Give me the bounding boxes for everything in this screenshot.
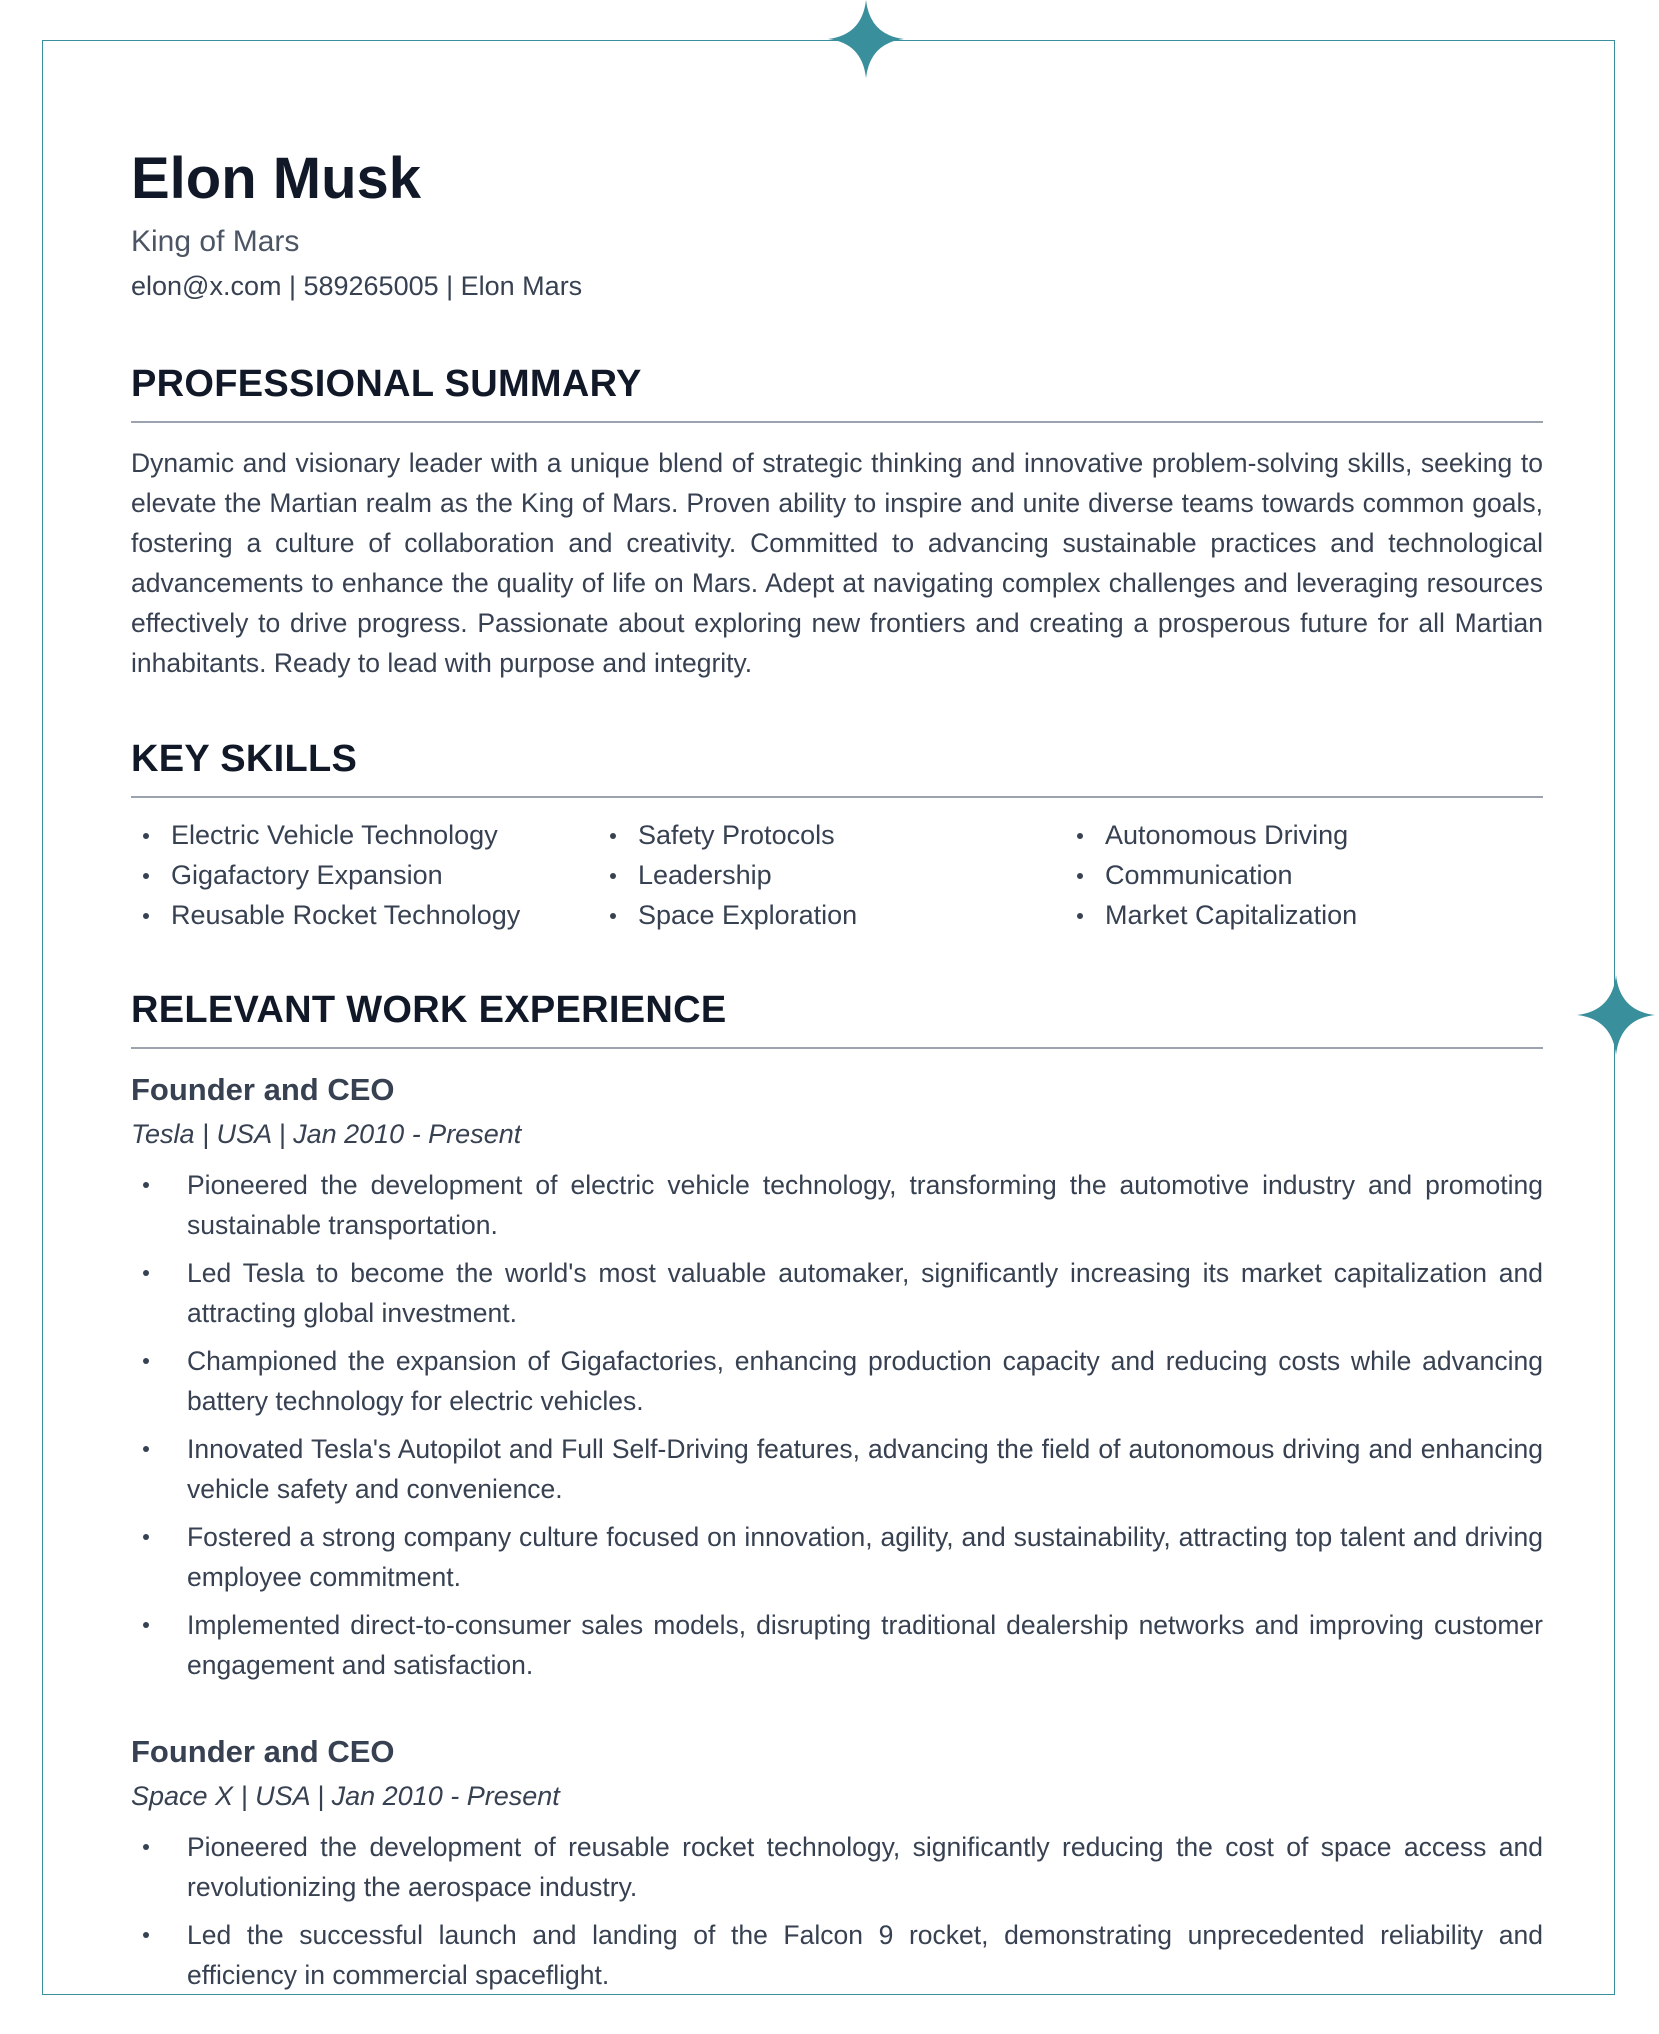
experience-heading: RELEVANT WORK EXPERIENCE [131, 985, 1543, 1049]
job-bullet: Implemented direct-to-consumer sales models, disrupting traditional dealership networks and improving customer engagement and satisfaction. [131, 1605, 1543, 1685]
skill-item: Reusable Rocket Technology [131, 895, 598, 935]
resume-frame [42, 40, 1615, 1995]
skills-heading: KEY SKILLS [131, 734, 1543, 798]
skill-item: Communication [1065, 855, 1532, 895]
job-bullet: Led the successful launch and landing of the Falcon 9 rocket, demonstrating unprecedented reliability and efficiency in commercial spaceflight. [131, 1915, 1543, 1995]
job-entry [131, 1731, 1543, 1995]
skill-item: Market Capitalization [1065, 895, 1532, 935]
skill-item: Safety Protocols [598, 815, 1065, 855]
job-bullet: Led Tesla to become the world's most valuable automaker, significantly increasing its market capitalization and attracting global investment. [131, 1253, 1543, 1333]
skills-list [131, 815, 1543, 935]
job-bullet: Pioneered the development of reusable rocket technology, significantly reducing the cost of space access and revolutionizing the aerospace industry. [131, 1827, 1543, 1907]
candidate-name: Elon Musk [131, 146, 422, 211]
summary-heading: PROFESSIONAL SUMMARY [131, 359, 1543, 423]
job-bullet: Pioneered the development of electric vehicle technology, transforming the automotive industry and promoting sustainable transportation. [131, 1165, 1543, 1245]
job-entry [131, 1069, 1543, 1685]
job-meta: Tesla | USA | Jan 2010 - Present [131, 1119, 522, 1149]
skill-item: Electric Vehicle Technology [131, 815, 598, 855]
summary-text: Dynamic and visionary leader with a unique blend of strategic thinking and innovative problem-solving skills, seeking to elevate the Martian realm as the King of Mars. Proven ability to inspire and unite diverse teams towards common goals, fostering a culture of collaboration and creativity. Committed to advancing sustainable practices and technological advancements to enhance the quality of life on Mars. Adept at navigating complex challenges and leveraging resources effectively to drive progress. Passionate about exploring new frontiers and creating a prosperous future for all Martian inhabitants. Ready to lead with purpose and integrity. [131, 448, 1543, 678]
job-title: Founder and CEO [131, 1734, 395, 1769]
skill-item: Gigafactory Expansion [131, 855, 598, 895]
job-bullet: Fostered a strong company culture focused on innovation, agility, and sustainability, attracting top talent and driving employee commitment. [131, 1517, 1543, 1597]
job-bullets [131, 1827, 1543, 1995]
job-meta: Space X | USA | Jan 2010 - Present [131, 1781, 560, 1811]
job-title: Founder and CEO [131, 1072, 395, 1107]
skill-item: Leadership [598, 855, 1065, 895]
job-bullet: Championed the expansion of Gigafactories, enhancing production capacity and reducing costs while advancing battery technology for electric vehicles. [131, 1341, 1543, 1421]
job-bullet: Innovated Tesla's Autopilot and Full Self-Driving features, advancing the field of autonomous driving and enhancing vehicle safety and convenience. [131, 1429, 1543, 1509]
candidate-title: King of Mars [131, 225, 300, 258]
skill-item: Space Exploration [598, 895, 1065, 935]
skill-item: Autonomous Driving [1065, 815, 1532, 855]
contact-line: elon@x.com | 589265005 | Elon Mars [131, 271, 583, 301]
resume-content [131, 141, 1543, 1995]
job-bullets [131, 1165, 1543, 1685]
